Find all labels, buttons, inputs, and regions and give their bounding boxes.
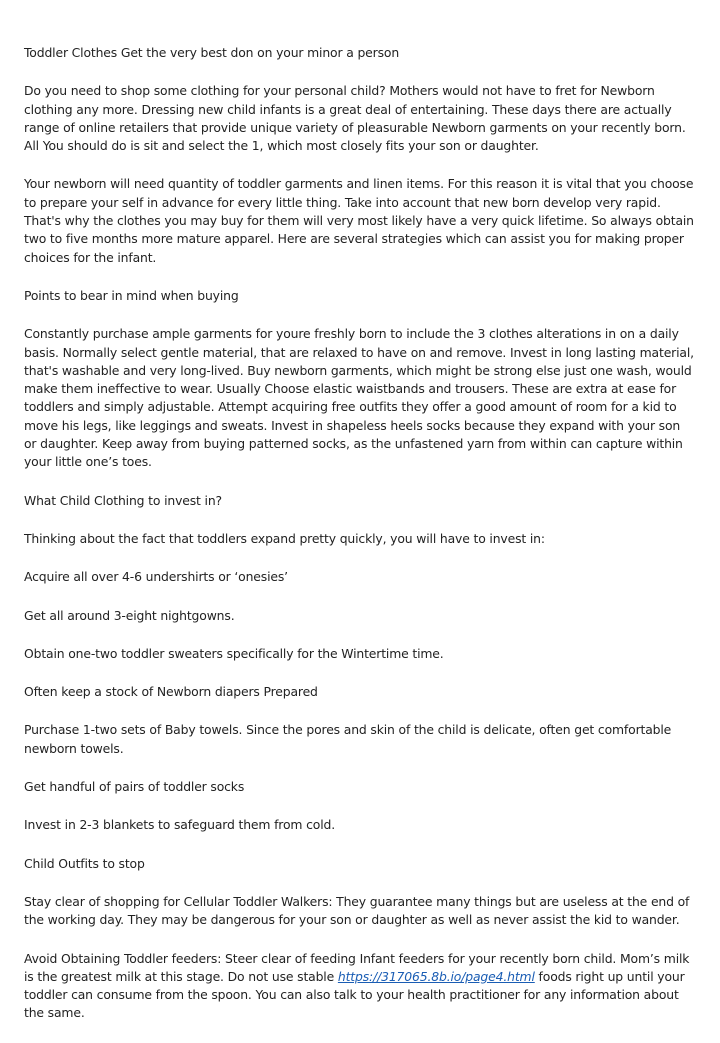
list-item: Often keep a stock of Newborn diapers Prepared	[24, 684, 318, 700]
page-link[interactable]: https://317065.8b.io/page4.html	[337, 968, 535, 984]
list-item: Acquire all over 4-6 undershirts or ‘onesies’	[24, 569, 288, 585]
document-body	[24, 44, 696, 1043]
document-title: Toddler Clothes Get the very best don on your minor a person	[24, 45, 400, 60]
list-item: Purchase 1-two sets of Baby towels. Since the pores and skin of the child is delicate, often get comfortable newborn towels.	[24, 722, 672, 756]
heading-points-to-bear: Points to bear in mind when buying	[24, 287, 239, 303]
paragraph-feeders	[24, 950, 696, 1023]
list-item: Get all around 3-eight nightgowns.	[24, 607, 235, 623]
list-item: Get handful of pairs of toddler socks	[24, 779, 245, 795]
heading-what-to-invest: What Child Clothing to invest in?	[24, 492, 222, 508]
heading-outfits-to-stop: Child Outfits to stop	[24, 855, 145, 871]
list-item: Invest in 2-3 blankets to safeguard them from cold.	[24, 817, 335, 833]
list-item: Obtain one-two toddler sweaters specifically for the Wintertime time.	[24, 645, 444, 661]
paragraph-newborn-needs: Your newborn will need quantity of toddler garments and linen items. For this reason it is vital that you choose to prepare your self in advance for every little thing. Take into account that new born develop very rapid. That's why the clothes you may buy for them will very most likely have a very quick lifetime. So always obtain two to five months more mature apparel. Here are several strategies which can assist you for making proper choices for the infant.	[24, 176, 694, 265]
paragraph-invest-intro: Thinking about the fact that toddlers expand pretty quickly, you will have to invest in:	[24, 530, 545, 546]
paragraph-walkers: Stay clear of shopping for Cellular Toddler Walkers: They guarantee many things but are useless at the end of the working day. They may be dangerous for your son or daughter as well as never assist the kid to wander.	[24, 893, 690, 928]
feeders-text-after: foods right up until your toddler can consume from the spoon. You can also talk to your health practitioner for any information about the same.	[24, 968, 685, 1021]
paragraph-buying-tips: Constantly purchase ample garments for youre freshly born to include the 3 clothes alterations in on a daily basis. Normally select gentle material, that are relaxed to have on and remove. Invest in long lasting material, that's washable and very long-lived. Buy newborn garments, which might be strong else just one wash, would make them ineffective to wear. Usually Choose elastic waistbands and trousers. These are extra at ease for toddlers and simply adjustable. Attempt acquiring free outfits they offer a good amount of room for a kid to move his legs, like leggings and sweats. Invest in shapeless heels socks because they expand with your son or daughter. Keep away from buying patterned socks, as the unfastened yarn from within can capture within your little one’s toes.	[24, 326, 694, 470]
intro-paragraph: Do you need to shop some clothing for your personal child? Mothers would not have to fret for Newborn clothing any more. Dressing new child infants is a great deal of entertaining. These days there are actually range of online retailers that provide unique variety of pleasurable Newborn garments on your recently born. All You should do is sit and select the 1, which most closely fits your son or daughter.	[24, 83, 686, 154]
feeders-text-before: Avoid Obtaining Toddler feeders: Steer clear of feeding Infant feeders for your recently born child. Mom’s milk is the greatest milk at this stage. Do not use stable	[24, 950, 690, 984]
